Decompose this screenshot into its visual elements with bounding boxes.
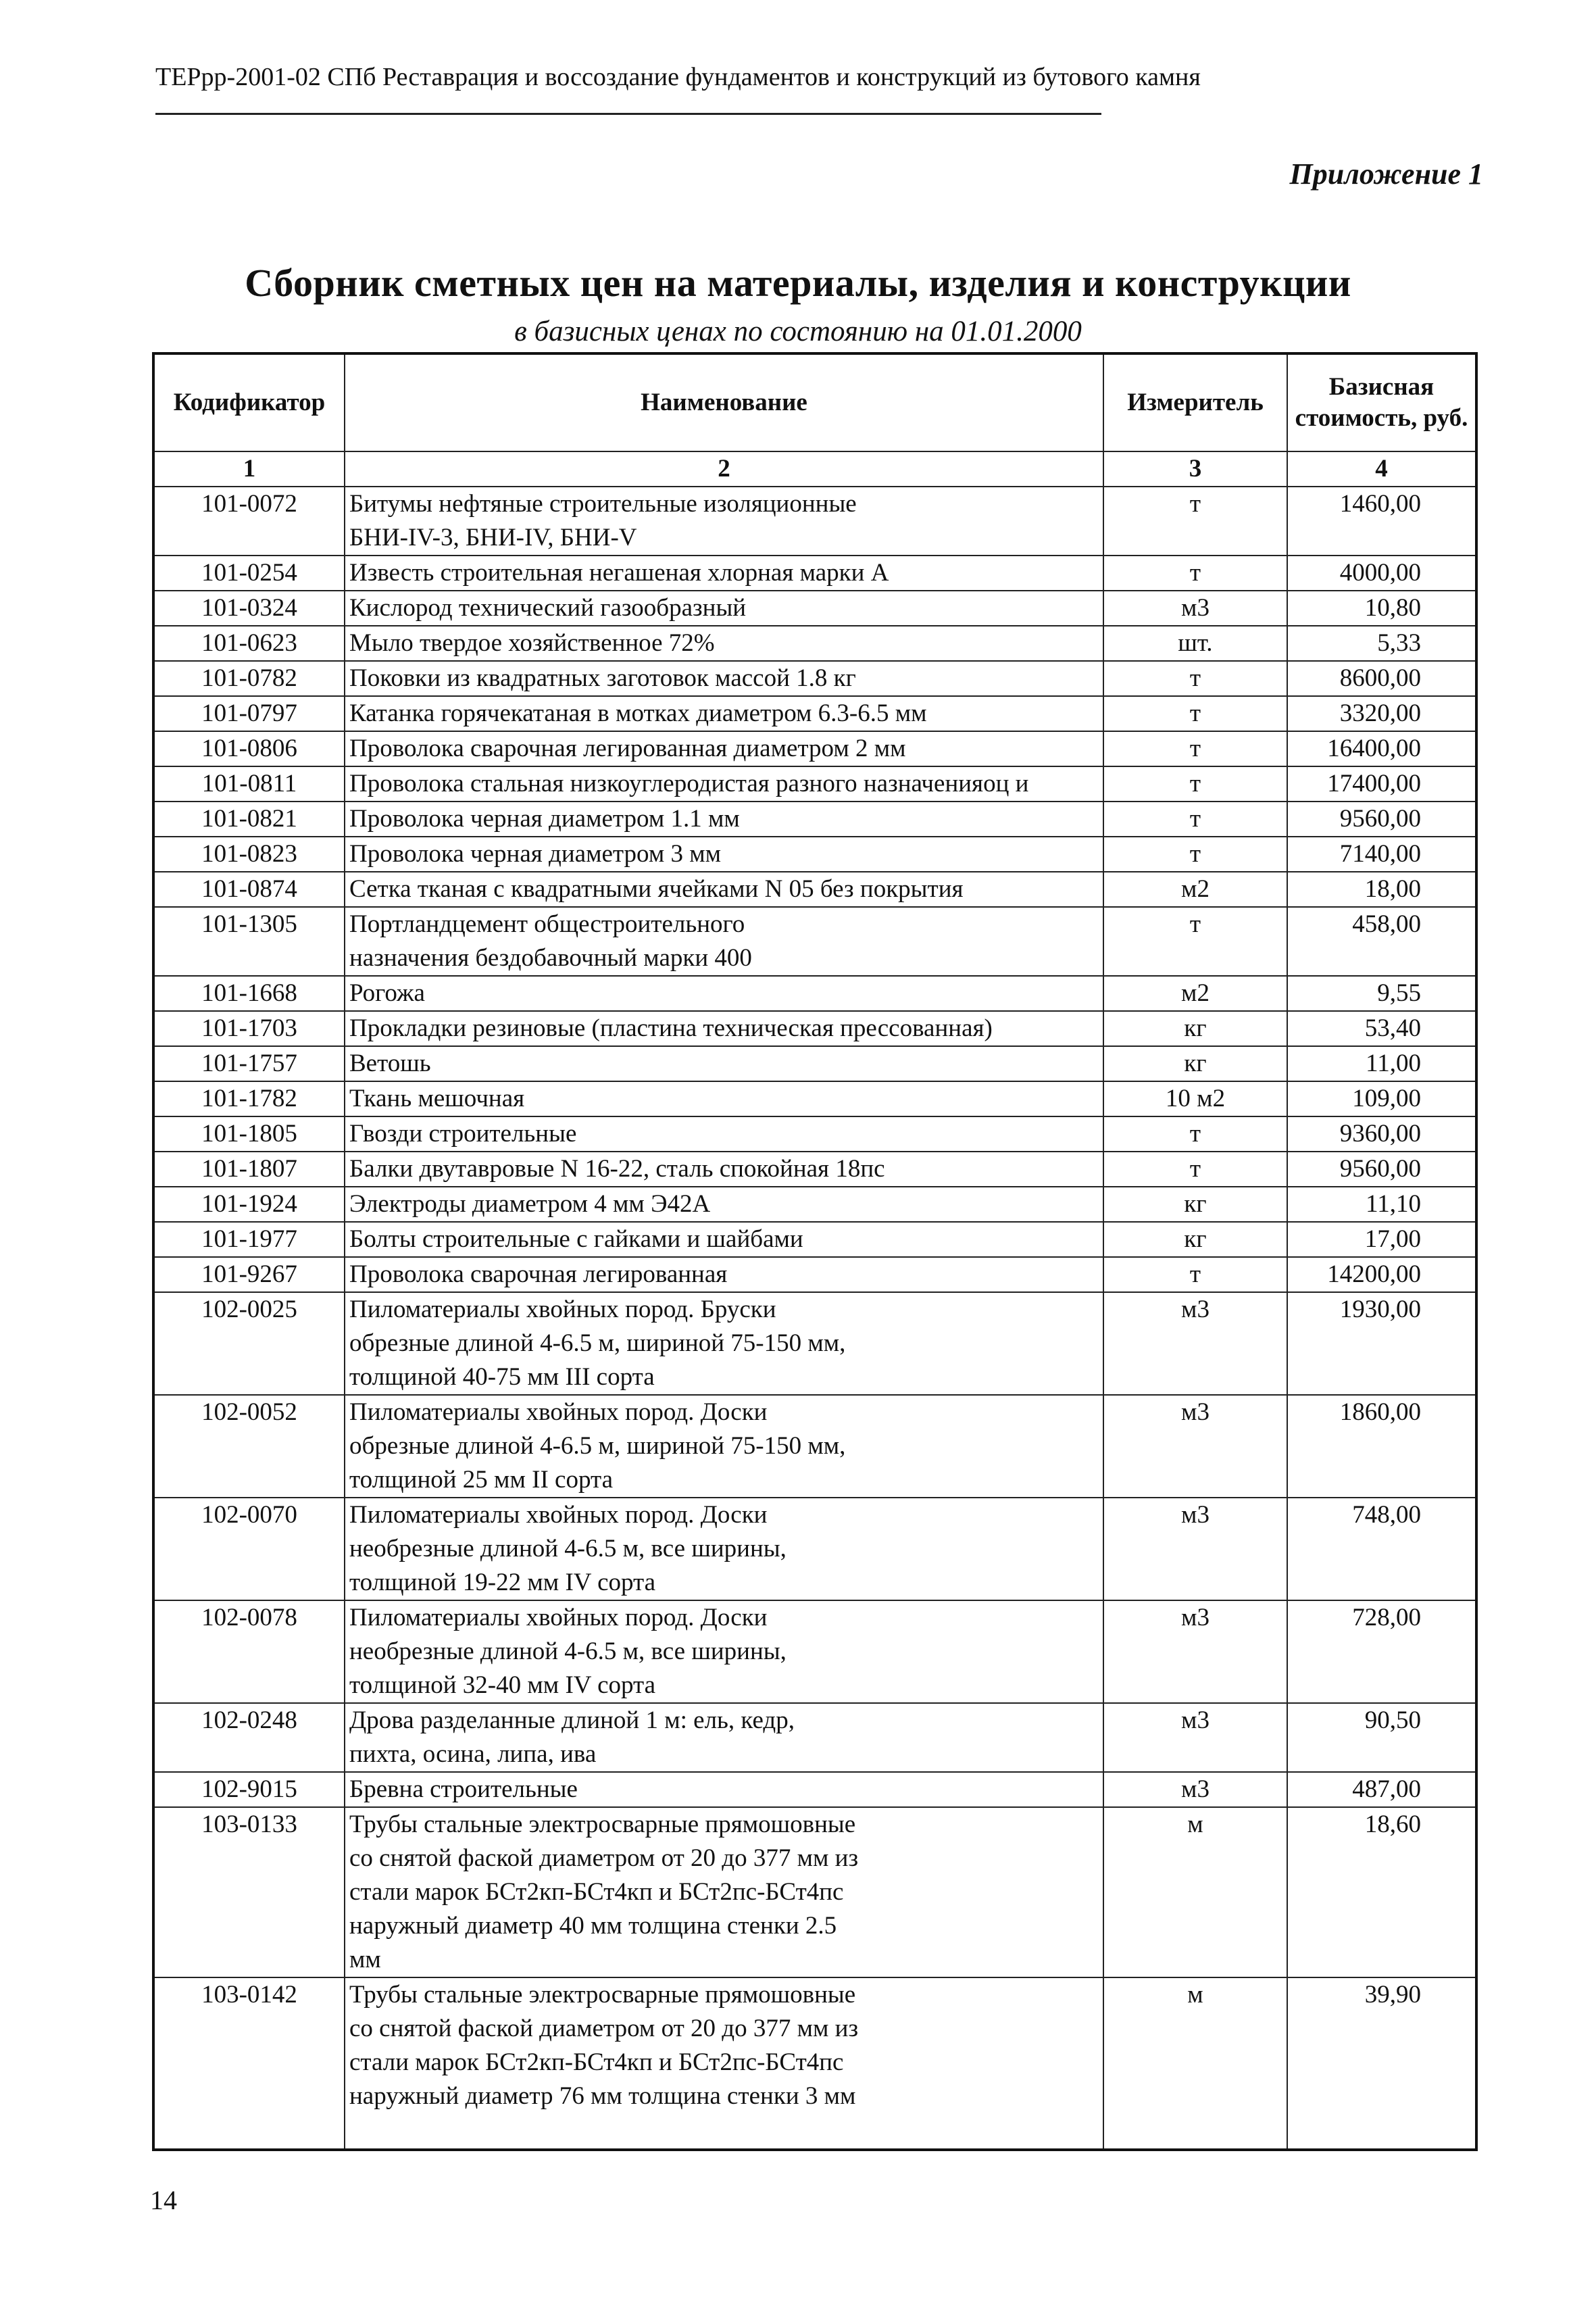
cell-name: Катанка горячекатаная в мотках диаметром 6.3-6.5 мм	[345, 696, 1103, 731]
cell-unit: т	[1103, 1116, 1287, 1152]
table-row	[153, 976, 1476, 1011]
cell-name: Проволока стальная низкоуглеродистая разного назначенияоц и	[345, 766, 1103, 802]
cell-name: Известь строительная негашеная хлорная марки А	[345, 556, 1103, 591]
header-code: Кодификатор	[153, 353, 345, 451]
cell-price: 9560,00	[1287, 802, 1476, 837]
cell-price: 1930,00	[1287, 1292, 1476, 1395]
table-row	[153, 1292, 1476, 1395]
cell-price: 53,40	[1287, 1011, 1476, 1046]
cell-unit: кг	[1103, 1011, 1287, 1046]
cell-unit: м	[1103, 1807, 1287, 1977]
cell-code: 101-1805	[153, 1116, 345, 1152]
cell-unit: т	[1103, 1152, 1287, 1187]
cell-code: 101-1703	[153, 1011, 345, 1046]
cell-price: 18,60	[1287, 1807, 1476, 1977]
cell-price: 728,00	[1287, 1600, 1476, 1703]
cell-code: 101-0254	[153, 556, 345, 591]
cell-unit: м3	[1103, 1600, 1287, 1703]
cell-unit: кг	[1103, 1187, 1287, 1222]
table-row	[153, 696, 1476, 731]
cell-name: Портландцемент общестроительного назначения бездобавочный марки 400	[345, 907, 1103, 976]
cell-code: 101-0324	[153, 591, 345, 626]
cell-unit: м3	[1103, 1292, 1287, 1395]
cell-price: 5,33	[1287, 626, 1476, 661]
cell-price: 17400,00	[1287, 766, 1476, 802]
cell-price: 10,80	[1287, 591, 1476, 626]
cell-code: 101-1305	[153, 907, 345, 976]
cell-name: Рогожа	[345, 976, 1103, 1011]
cell-price: 1860,00	[1287, 1395, 1476, 1498]
cell-name: Ткань мешочная	[345, 1081, 1103, 1116]
price-table	[152, 352, 1478, 2151]
table-row	[153, 1046, 1476, 1081]
cell-name: Кислород технический газообразный	[345, 591, 1103, 626]
cell-name: Трубы стальные электросварные прямошовные со снятой фаской диаметром от 20 до 377 мм из стали марок БСт2кп-БСт4кп и БСт2пс-БСт4пс наружный диаметр 40 мм толщина стенки 2.5 мм	[345, 1807, 1103, 1977]
cell-name: Бревна строительные	[345, 1772, 1103, 1807]
cell-price: 748,00	[1287, 1498, 1476, 1600]
table-row	[153, 556, 1476, 591]
table-row	[153, 1807, 1476, 1977]
cell-name: Проволока черная диаметром 1.1 мм	[345, 802, 1103, 837]
cell-code: 101-1757	[153, 1046, 345, 1081]
table-row	[153, 487, 1476, 556]
cell-unit: м2	[1103, 976, 1287, 1011]
document-subtitle: в базисных ценах по состоянию на 01.01.2000	[514, 316, 1082, 347]
cell-price: 18,00	[1287, 872, 1476, 907]
cell-price: 109,00	[1287, 1081, 1476, 1116]
cell-name: Проволока черная диаметром 3 мм	[345, 837, 1103, 872]
column-number: 1	[153, 451, 345, 487]
cell-unit: м3	[1103, 591, 1287, 626]
column-number: 4	[1287, 451, 1476, 487]
table-row	[153, 1011, 1476, 1046]
table-row	[153, 1222, 1476, 1257]
header-unit: Измеритель	[1103, 353, 1287, 451]
cell-name: Пиломатериалы хвойных пород. Доски необрезные длиной 4-6.5 м, все ширины, толщиной 19-22 мм IV сорта	[345, 1498, 1103, 1600]
cell-price: 9,55	[1287, 976, 1476, 1011]
table-row	[153, 661, 1476, 696]
cell-code: 101-0797	[153, 696, 345, 731]
table-row	[153, 907, 1476, 976]
cell-name: Битумы нефтяные строительные изоляционные БНИ-IV-3, БНИ-IV, БНИ-V	[345, 487, 1103, 556]
cell-name: Ветошь	[345, 1046, 1103, 1081]
cell-name: Прокладки резиновые (пластина техническая прессованная)	[345, 1011, 1103, 1046]
cell-price: 90,50	[1287, 1703, 1476, 1772]
table-row	[153, 591, 1476, 626]
table-row	[153, 837, 1476, 872]
cell-price: 9560,00	[1287, 1152, 1476, 1187]
cell-name: Пиломатериалы хвойных пород. Доски обрезные длиной 4-6.5 м, шириной 75-150 мм, толщиной 25 мм II сорта	[345, 1395, 1103, 1498]
cell-name: Сетка тканая с квадратными ячейками N 05 без покрытия	[345, 872, 1103, 907]
table-row	[153, 872, 1476, 907]
cell-unit: т	[1103, 487, 1287, 556]
table-body	[153, 487, 1476, 2150]
cell-code: 102-0052	[153, 1395, 345, 1498]
cell-unit: т	[1103, 907, 1287, 976]
cell-name: Поковки из квадратных заготовок массой 1.8 кг	[345, 661, 1103, 696]
cell-unit: кг	[1103, 1046, 1287, 1081]
cell-code: 102-9015	[153, 1772, 345, 1807]
cell-code: 101-1668	[153, 976, 345, 1011]
cell-price: 1460,00	[1287, 487, 1476, 556]
cell-price: 14200,00	[1287, 1257, 1476, 1292]
cell-code: 101-0874	[153, 872, 345, 907]
cell-code: 103-0142	[153, 1977, 345, 2150]
cell-code: 101-1807	[153, 1152, 345, 1187]
cell-code: 101-0811	[153, 766, 345, 802]
cell-price: 11,10	[1287, 1187, 1476, 1222]
cell-name: Электроды диаметром 4 мм Э42А	[345, 1187, 1103, 1222]
table-row	[153, 1152, 1476, 1187]
appendix-label: Приложение 1	[1289, 157, 1483, 191]
cell-name: Балки двутавровые N 16-22, сталь спокойная 18пс	[345, 1152, 1103, 1187]
page-number: 14	[150, 2185, 177, 2215]
cell-unit: т	[1103, 1257, 1287, 1292]
cell-unit: т	[1103, 696, 1287, 731]
table-row	[153, 802, 1476, 837]
cell-name: Пиломатериалы хвойных пород. Доски необрезные длиной 4-6.5 м, все ширины, толщиной 32-40 мм IV сорта	[345, 1600, 1103, 1703]
cell-unit: т	[1103, 837, 1287, 872]
cell-unit: м3	[1103, 1498, 1287, 1600]
cell-price: 16400,00	[1287, 731, 1476, 766]
header-price: Базисная стоимость, руб.	[1287, 353, 1476, 451]
cell-code: 101-1924	[153, 1187, 345, 1222]
document-title: Сборник сметных цен на материалы, изделия и конструкции	[245, 261, 1351, 305]
cell-price: 8600,00	[1287, 661, 1476, 696]
cell-code: 102-0078	[153, 1600, 345, 1703]
cell-code: 102-0025	[153, 1292, 345, 1395]
cell-name: Болты строительные с гайками и шайбами	[345, 1222, 1103, 1257]
cell-unit: т	[1103, 731, 1287, 766]
cell-price: 487,00	[1287, 1772, 1476, 1807]
cell-unit: кг	[1103, 1222, 1287, 1257]
cell-price: 11,00	[1287, 1046, 1476, 1081]
running-header: ТЕРрр-2001-02 СПб Реставрация и воссоздание фундаментов и конструкций из бутового камня	[155, 63, 1201, 91]
cell-price: 9360,00	[1287, 1116, 1476, 1152]
cell-unit: 10 м2	[1103, 1081, 1287, 1116]
cell-unit: м3	[1103, 1772, 1287, 1807]
table-row	[153, 1498, 1476, 1600]
table-row	[153, 1772, 1476, 1807]
cell-code: 101-0782	[153, 661, 345, 696]
column-number-row	[153, 451, 1476, 487]
cell-name: Проволока сварочная легированная диаметром 2 мм	[345, 731, 1103, 766]
cell-unit: м3	[1103, 1703, 1287, 1772]
cell-name: Мыло твердое хозяйственное 72%	[345, 626, 1103, 661]
cell-code: 102-0070	[153, 1498, 345, 1600]
cell-unit: т	[1103, 766, 1287, 802]
table-row	[153, 626, 1476, 661]
cell-code: 101-0072	[153, 487, 345, 556]
cell-code: 101-1977	[153, 1222, 345, 1257]
cell-code: 102-0248	[153, 1703, 345, 1772]
cell-price: 4000,00	[1287, 556, 1476, 591]
table-row	[153, 1395, 1476, 1498]
cell-unit: м	[1103, 1977, 1287, 2150]
cell-unit: т	[1103, 661, 1287, 696]
cell-price: 7140,00	[1287, 837, 1476, 872]
column-number: 2	[345, 451, 1103, 487]
cell-unit: т	[1103, 556, 1287, 591]
table-row	[153, 1116, 1476, 1152]
cell-code: 101-0806	[153, 731, 345, 766]
cell-name: Дрова разделанные длиной 1 м: ель, кедр, пихта, осина, липа, ива	[345, 1703, 1103, 1772]
table-row	[153, 1977, 1476, 2150]
cell-price: 3320,00	[1287, 696, 1476, 731]
cell-code: 101-1782	[153, 1081, 345, 1116]
cell-price: 17,00	[1287, 1222, 1476, 1257]
table-row	[153, 1600, 1476, 1703]
cell-code: 101-0821	[153, 802, 345, 837]
cell-name: Пиломатериалы хвойных пород. Бруски обрезные длиной 4-6.5 м, шириной 75-150 мм, толщиной 40-75 мм III сорта	[345, 1292, 1103, 1395]
cell-name: Проволока сварочная легированная	[345, 1257, 1103, 1292]
table-row	[153, 1187, 1476, 1222]
cell-price: 458,00	[1287, 907, 1476, 976]
table-row	[153, 1703, 1476, 1772]
cell-code: 103-0133	[153, 1807, 345, 1977]
table-header-row	[153, 353, 1476, 451]
cell-price: 39,90	[1287, 1977, 1476, 2150]
header-divider	[155, 113, 1101, 115]
cell-name: Гвозди строительные	[345, 1116, 1103, 1152]
cell-unit: м2	[1103, 872, 1287, 907]
header-name: Наименование	[345, 353, 1103, 451]
cell-name: Трубы стальные электросварные прямошовные со снятой фаской диаметром от 20 до 377 мм из стали марок БСт2кп-БСт4кп и БСт2пс-БСт4пс наружный диаметр 76 мм толщина стенки 3 мм	[345, 1977, 1103, 2150]
table-row	[153, 731, 1476, 766]
cell-unit: шт.	[1103, 626, 1287, 661]
cell-code: 101-0823	[153, 837, 345, 872]
table-row	[153, 1081, 1476, 1116]
column-number: 3	[1103, 451, 1287, 487]
table-row	[153, 1257, 1476, 1292]
cell-code: 101-0623	[153, 626, 345, 661]
cell-unit: т	[1103, 802, 1287, 837]
cell-code: 101-9267	[153, 1257, 345, 1292]
table-row	[153, 766, 1476, 802]
cell-unit: м3	[1103, 1395, 1287, 1498]
